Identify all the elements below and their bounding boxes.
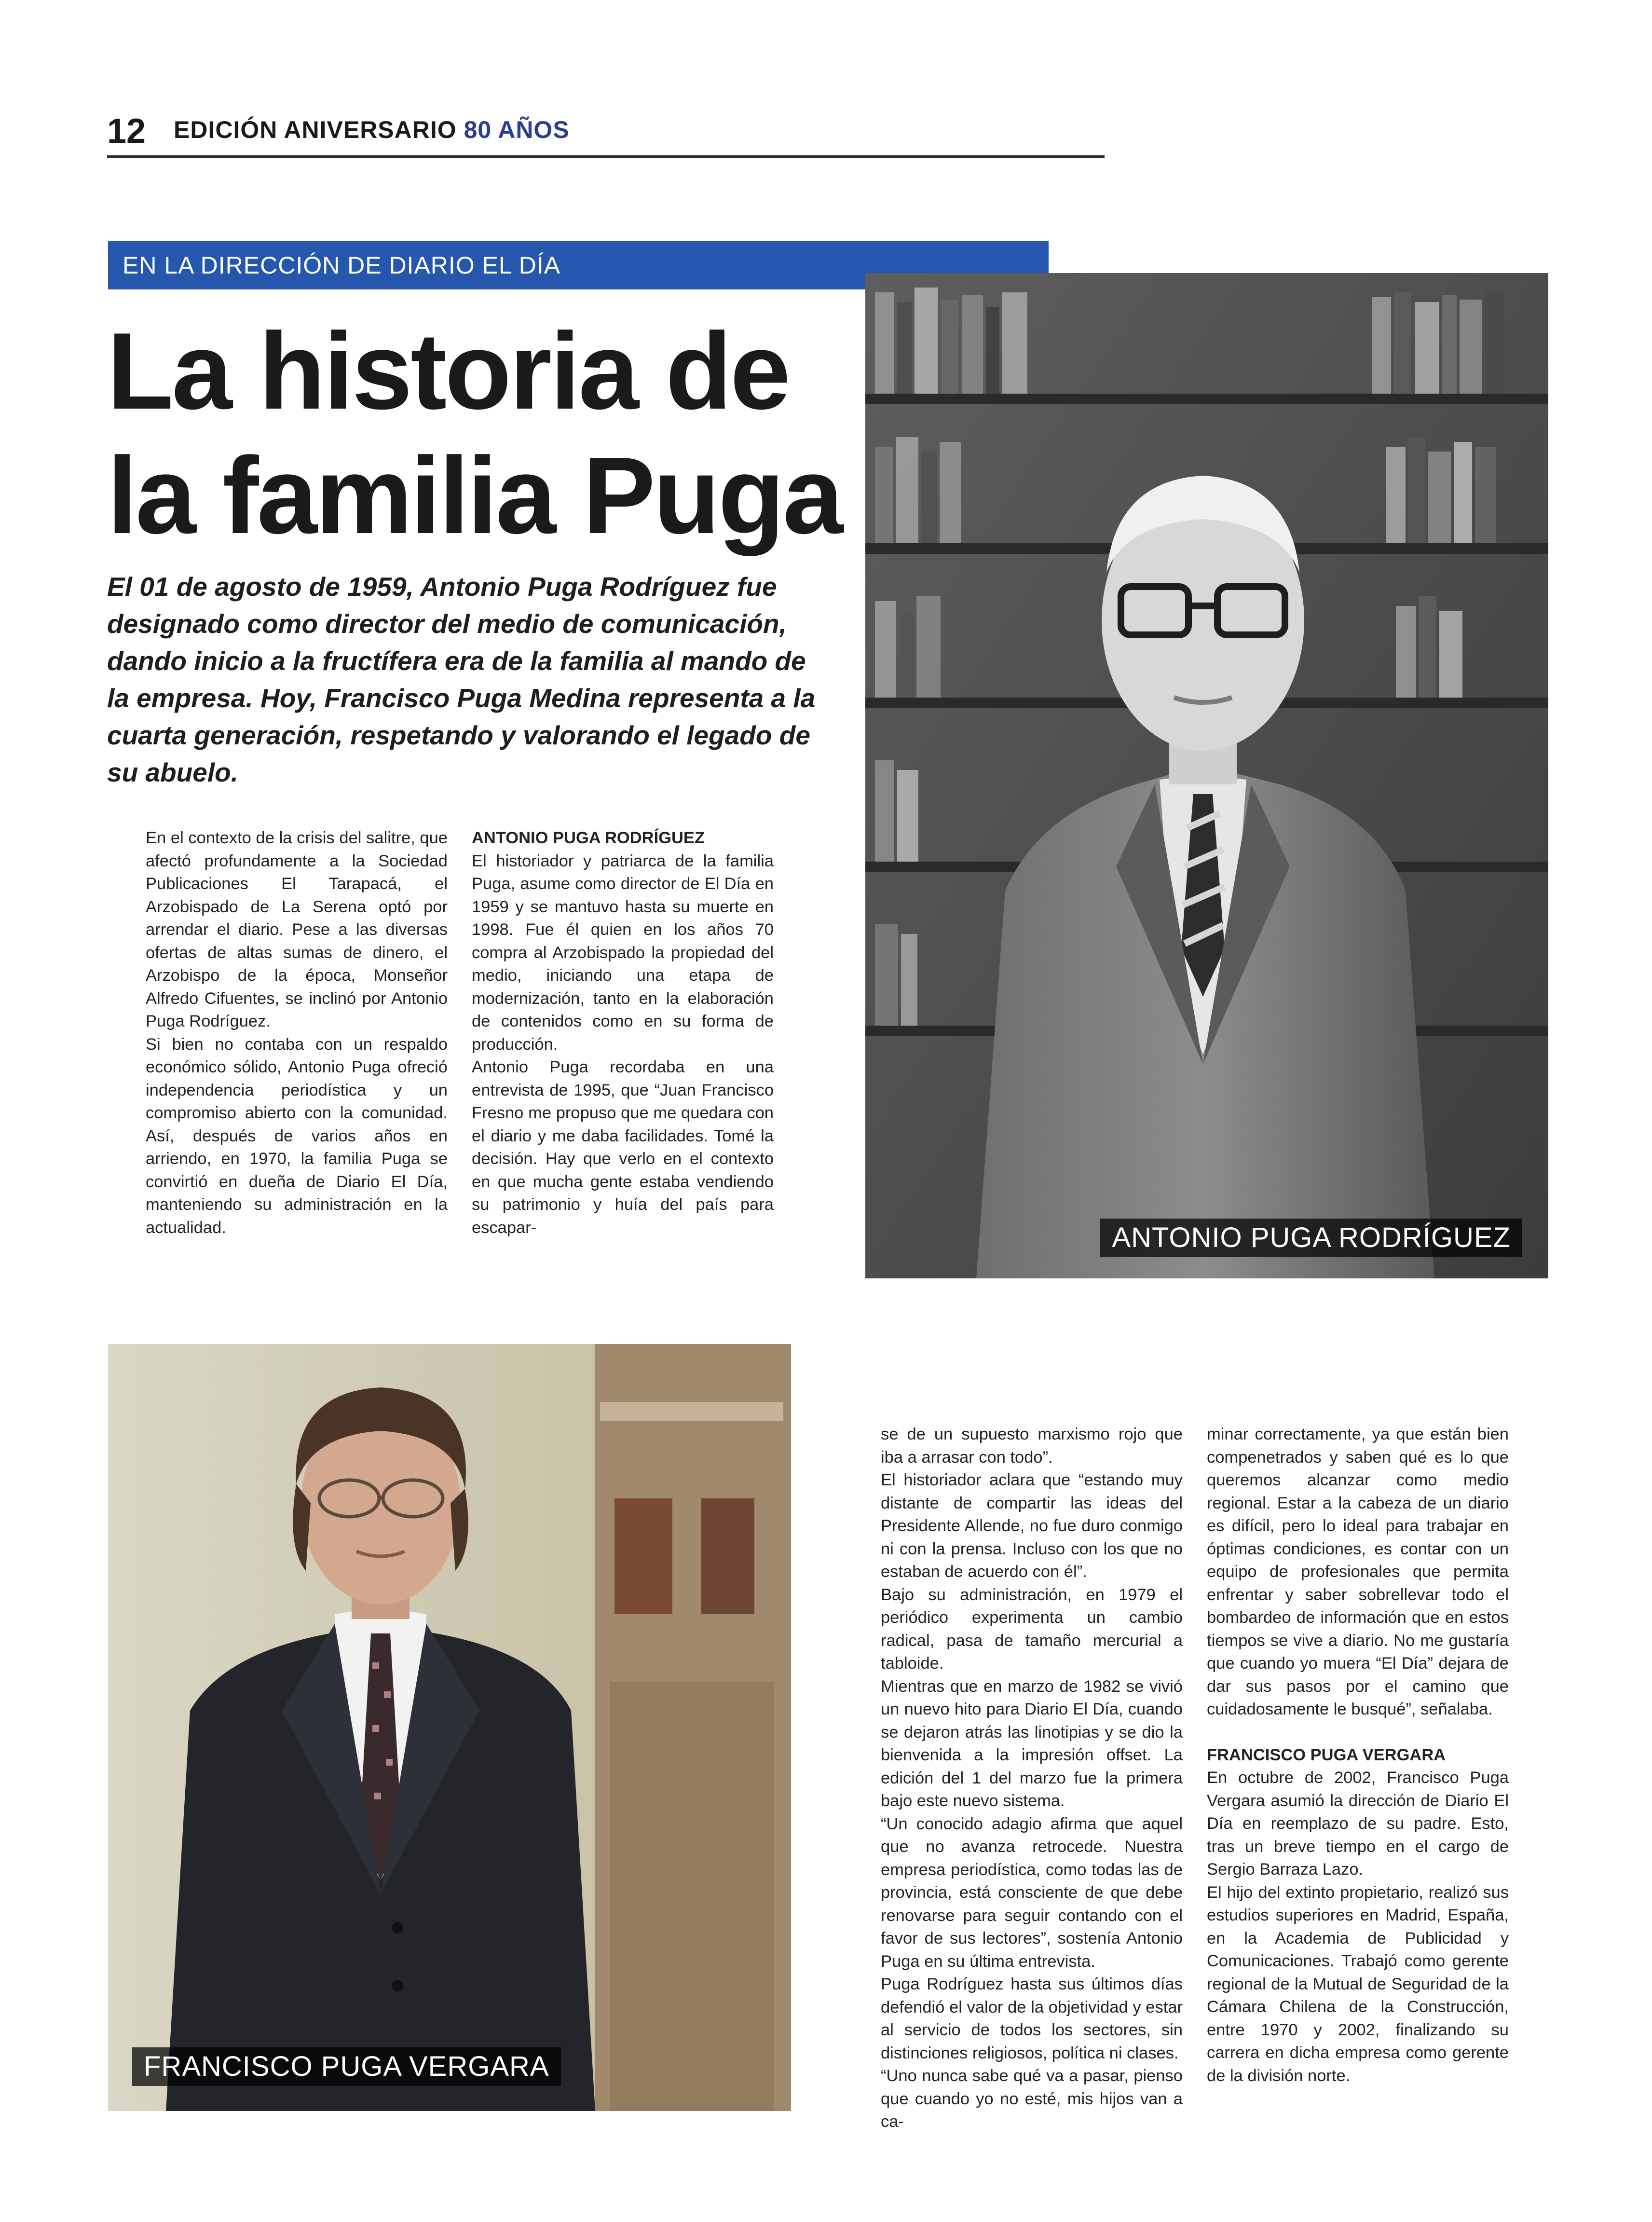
paragraph: Puga Rodríguez hasta sus últimos días defendió el valor de la objetividad y estar al servicio de todos los sectores, sin distinciones religiosos, política ni clases. xyxy=(881,1975,1183,2062)
body-column-2 xyxy=(472,827,774,1239)
paragraph: Mientras que en marzo de 1982 se vivió un nuevo hito para Diario El Día, cuando se dejaron atrás las linotipias y se dio la bienvenida a la impresión offset. La edición del 1 del marzo fue la primera bajo este nuevo sistema. xyxy=(881,1677,1183,1810)
section-kicker: EN LA DIRECCIÓN DE DIARIO EL DÍA xyxy=(108,241,1049,289)
photo-francisco-illustration xyxy=(108,1344,791,2111)
edition-label xyxy=(174,118,570,142)
subheading-francisco: FRANCISCO PUGA VERGARA xyxy=(1207,1745,1446,1764)
header-rule xyxy=(107,155,1105,158)
body-column-1 xyxy=(146,827,448,1239)
spacer xyxy=(1207,1721,1509,1744)
paragraph: Antonio Puga recordaba en una entrevista de 1995, que “Juan Francisco Fresno me propuso que me quedara con el diario y me daba facilidades. Tomé la decisión. Hay que verlo en el contexto en que mucha gente estaba vendiendo su patrimonio y huía del país para escapar- xyxy=(472,1058,774,1237)
paragraph: El hijo del extinto propietario, realizó sus estudios superiores en Madrid, España, en la Academia de Publicidad y Comunicaciones. Trabajó como gerente regional de la Mutual de Seguridad de la Cámara Chilena de la Construcción, entre 1970 y 2002, finalizando su carrera en dicha empresa como gerente de la división norte. xyxy=(1207,1883,1509,2085)
paragraph: minar correctamente, ya que están bien compenetrados y saben qué es lo que queremos alcanzar como medio regional. Estar a la cabeza de un diario es difícil, pero lo ideal para trabajar en óptimas condiciones, es contar con un equipo de profesionales que permita enfrentar y saber sobrellevar todo el bombardeo de información que en estos tiempos se vive a diario. No me gustaría que cuando yo muera “El Día” dejara de dar sus pasos por el camino que cuidadosamente le busqué”, señalaba. xyxy=(1207,1425,1509,1718)
lead-paragraph: El 01 de agosto de 1959, Antonio Puga Rodríguez fue designado como director del medio de comunicación, dando inicio a la fructífera era de la familia al mando de la empresa. Hoy, Francisco Puga Medina representa a la cuarta generación, respetando y valorando el legado de su abuelo. xyxy=(107,572,816,787)
paragraph: Bajo su administración, en 1979 el periódico experimenta un cambio radical, pasa de tamaño mercurial a tabloide. xyxy=(881,1585,1183,1673)
photo-francisco-puga xyxy=(108,1344,791,2111)
paragraph: En octubre de 2002, Francisco Puga Vergara asumió la dirección de Diario El Día en reemplazo de su padre. Esto, tras un breve tiempo en el cargo de Sergio Barraza Lazo. xyxy=(1207,1769,1509,1879)
paragraph: “Un conocido adagio afirma que aquel que no avanza retrocede. Nuestra empresa periodística, como todas las de provincia, está consciente de que debe renovarse para seguir contando con el favor de sus lectores”, sostenía Antonio Puga en su última entrevista. xyxy=(881,1814,1183,1971)
body-column-4 xyxy=(1207,1423,1509,2087)
photo-antonio-illustration xyxy=(865,273,1548,1278)
edition-accent: 80 AÑOS xyxy=(464,116,570,143)
paragraph: El historiador y patriarca de la familia Puga, asume como director de El Día en 1959 y se mantuvo hasta su muerte en 1998. Fue él quien en los años 70 compra al Arzobispado la propiedad del medio, iniciando una etapa de modernización, tanto en la elaboración de contenidos como en su forma de producción. xyxy=(472,851,774,1054)
paragraph: “Uno nunca sabe qué va a pasar, pienso que cuando yo no esté, mis hijos van a ca- xyxy=(881,2067,1183,2131)
edition-prefix: EDICIÓN ANIVERSARIO xyxy=(174,116,457,143)
paragraph: En el contexto de la crisis del salitre, que afectó profundamente a la Sociedad Publicaciones El Tarapacá, el Arzobispado de La Serena optó por arrendar el diario. Pese a las diversas ofertas de altas sumas de dinero, el Arzobispo de la época, Monseñor Alfredo Cifuentes, se inclinó por Antonio Puga Rodríguez. xyxy=(146,829,448,1030)
body-column-3 xyxy=(881,1423,1183,2134)
photo-antonio-puga xyxy=(865,273,1548,1278)
photo-caption-francisco: FRANCISCO PUGA VERGARA xyxy=(132,2047,561,2086)
photo-caption-antonio: ANTONIO PUGA RODRÍGUEZ xyxy=(1100,1219,1522,1257)
page-number: 12 xyxy=(107,112,146,151)
paragraph: se de un supuesto marxismo rojo que iba a arrasar con todo”. xyxy=(881,1425,1183,1467)
subheading-antonio: ANTONIO PUGA RODRÍGUEZ xyxy=(472,829,705,847)
paragraph: Si bien no contaba con un respaldo económico sólido, Antonio Puga ofreció independencia periodística y un compromiso abierto con la comunidad. Así, después de varios años en arriendo, en 1970, la familia Puga se convirtió en dueña de Diario El Día, manteniendo su administración en la actualidad. xyxy=(146,1035,448,1237)
headline: La historia de la familia Puga xyxy=(107,310,842,556)
paragraph: El historiador aclara que “estando muy distante de compartir las ideas del Presidente Allende, no fue duro conmigo ni con la prensa. Incluso con los que no estaban de acuerdo con él”. xyxy=(881,1471,1183,1581)
